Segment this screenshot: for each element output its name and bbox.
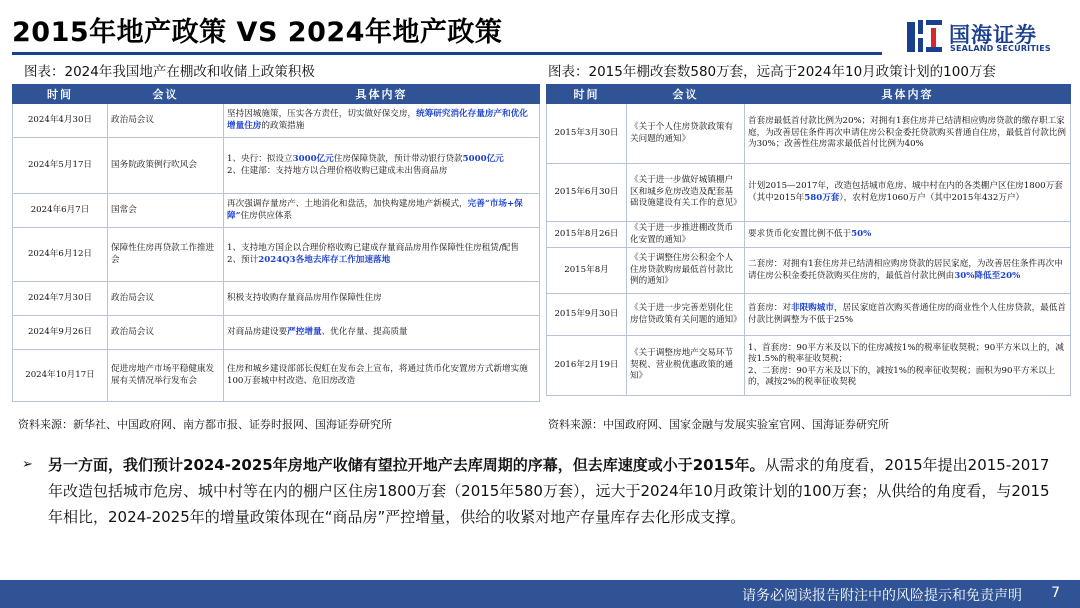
row-meeting: 政治局会议 <box>108 316 224 350</box>
row-meeting: 《关于进一步完善差别化住房信贷政策有关问题的通知》 <box>627 294 745 336</box>
row-meeting: 促进房地产市场平稳健康发展有关情况举行发布会 <box>108 350 224 402</box>
table-row <box>547 248 1071 294</box>
row-content: 1、首套房：90平方米及以下的住房减按1%的税率征收契税；90平方米以上的，减按1.5%的税率征收契税； 2、二套房：90平方米及以下的，减按1%的税率征收契税；面积为90平方米以上的，减按2%的税率征收契税 <box>745 336 1071 396</box>
table-row <box>13 104 540 138</box>
table-row <box>13 350 540 402</box>
page-number: 7 <box>1051 585 1060 601</box>
table-row <box>547 222 1071 248</box>
sealand-logo-icon <box>905 18 945 56</box>
row-content: 计划2015—2017年，改造包括城市危房、城中村在内的各类棚户区住房1800万套（其中2015年580万套），农村危房1060万户（其中2015年432万户） <box>745 164 1071 222</box>
header-date: 时间 <box>547 85 627 104</box>
row-date: 2024年5月17日 <box>13 138 108 194</box>
table-row <box>547 336 1071 396</box>
row-content: 二套房：对拥有1套住房并已结清相应购房贷款的居民家庭，为改善居住条件再次申请住房公积金委托贷款购买住房的，最低首付款比例由30%降低至20% <box>745 248 1071 294</box>
analysis-paragraph <box>22 452 1052 530</box>
row-date: 2024年4月30日 <box>13 104 108 138</box>
paragraph-lead: 另一方面，我们预计2024-2025年房地产收储有望拉开地产去库周期的序幕，但去库速度或小于2015年。 <box>48 456 765 474</box>
disclaimer-note: 请务必阅读报告附注中的风险提示和免责声明 <box>742 588 1022 604</box>
footer-bar <box>0 580 1080 608</box>
row-content: 再次强调存量房产、土地消化和盘活，加快构建房地产新模式，完善“市场+保障”住房供应体系 <box>224 194 540 228</box>
row-date: 2015年6月30日 <box>547 164 627 222</box>
title-underline <box>12 52 882 55</box>
header-meeting: 会议 <box>627 85 745 104</box>
row-date: 2015年8月 <box>547 248 627 294</box>
table-row <box>13 228 540 282</box>
row-date: 2024年10月17日 <box>13 350 108 402</box>
table-row <box>547 294 1071 336</box>
row-date: 2024年6月12日 <box>13 228 108 282</box>
row-date: 2024年7月30日 <box>13 282 108 316</box>
row-meeting: 政治局会议 <box>108 282 224 316</box>
row-content: 要求货币化安置比例不低于50% <box>745 222 1071 248</box>
row-content: 对商品房建设要严控增量、优化存量、提高质量 <box>224 316 540 350</box>
table-row <box>547 104 1071 164</box>
row-content: 首套房最低首付款比例为20%；对拥有1套住房并已结清相应购房贷款的缴存职工家庭，为改善居住条件再次申请住房公积金委托贷款购买普通自住房，最低首付款比例为30%；改善性住房需求最低首付比例为40% <box>745 104 1071 164</box>
table-row <box>13 282 540 316</box>
header-date: 时间 <box>13 85 108 104</box>
company-logo <box>905 18 1065 58</box>
paragraph-body: 从需求的角度看，2015年提出2015-2017年改造包括城市危房、城中村等在内的棚户区住房1800万套（2015年580万套），远大于2024年10月政策计划的100万套；从供给的角度看，与2015年相比，2024-2025年的增量政策体现在“商品房”严控增量，供给的收紧对地产存量库存去化形成支撑。 <box>48 456 1050 526</box>
row-content: 首套房：对非限购城市，居民家庭首次购买普通住房的商业性个人住房贷款，最低首付款比例调整为不低于25% <box>745 294 1071 336</box>
policy-table-2024 <box>12 84 540 402</box>
row-meeting: 《关于调整房地产交易环节契税、营业税优惠政策的通知》 <box>627 336 745 396</box>
table-row <box>13 138 540 194</box>
row-date: 2015年3月30日 <box>547 104 627 164</box>
page-title: 2015年地产政策 VS 2024年地产政策 <box>12 17 503 48</box>
row-meeting: 《关于个人住房贷款政策有关问题的通知》 <box>627 104 745 164</box>
row-content: 1、支持地方国企以合理价格收购已建成存量商品房用作保障性住房租赁/配售 2、预计2024Q3各地去库存工作加速落地 <box>224 228 540 282</box>
row-meeting: 国务院政策例行吹风会 <box>108 138 224 194</box>
row-meeting: 保障性住房再贷款工作推进会 <box>108 228 224 282</box>
logo-text-cn: 国海证券 <box>949 23 1037 47</box>
bullet-arrow-icon: ➢ <box>22 457 33 472</box>
row-content: 1、央行：拟设立3000亿元住房保障贷款，预计带动银行贷款5000亿元 2、住建部：支持地方以合理价格收购已建成未出售商品房 <box>224 138 540 194</box>
right-table-caption: 图表：2015年棚改套数580万套，远高于2024年10月政策计划的100万套 <box>548 64 996 80</box>
header-content: 具体内容 <box>224 85 540 104</box>
table-row <box>13 316 540 350</box>
header-meeting: 会议 <box>108 85 224 104</box>
header-content: 具体内容 <box>745 85 1071 104</box>
row-date: 2024年9月26日 <box>13 316 108 350</box>
row-date: 2016年2月19日 <box>547 336 627 396</box>
row-meeting: 《关于进一步做好城镇棚户区和城乡危房改造及配套基础设施建设有关工作的意见》 <box>627 164 745 222</box>
title-bar <box>0 0 1080 60</box>
logo-text-en: SEALAND SECURITIES <box>950 44 1051 53</box>
table-row <box>13 194 540 228</box>
paragraph-text <box>48 452 1052 530</box>
row-date: 2024年6月7日 <box>13 194 108 228</box>
row-content: 住房和城乡建设部部长倪虹在发布会上宣布，将通过货币化安置房方式新增实施100万套城中村改造、危旧房改造 <box>224 350 540 402</box>
table-header-row <box>13 85 540 104</box>
left-table-caption: 图表：2024年我国地产在棚改和收储上政策积极 <box>24 64 315 80</box>
row-content: 积极支持收购存量商品房用作保障性住房 <box>224 282 540 316</box>
right-table-source: 资料来源：中国政府网、国家金融与发展实验室官网、国海证券研究所 <box>548 418 889 431</box>
row-meeting: 《关于进一步推进棚改货币化安置的通知》 <box>627 222 745 248</box>
row-date: 2015年8月26日 <box>547 222 627 248</box>
row-meeting: 《关于调整住房公积金个人住房贷款购房最低首付款比例的通知》 <box>627 248 745 294</box>
row-content: 坚持因城施策，压实各方责任，切实做好保交房，统筹研究消化存量房产和优化增量住房的政策措施 <box>224 104 540 138</box>
table-row <box>547 164 1071 222</box>
table-header-row <box>547 85 1071 104</box>
row-meeting: 国常会 <box>108 194 224 228</box>
policy-table-2015 <box>546 84 1071 396</box>
left-table-source: 资料来源：新华社、中国政府网、南方都市报、证券时报网、国海证券研究所 <box>18 418 392 431</box>
row-date: 2015年9月30日 <box>547 294 627 336</box>
row-meeting: 政治局会议 <box>108 104 224 138</box>
